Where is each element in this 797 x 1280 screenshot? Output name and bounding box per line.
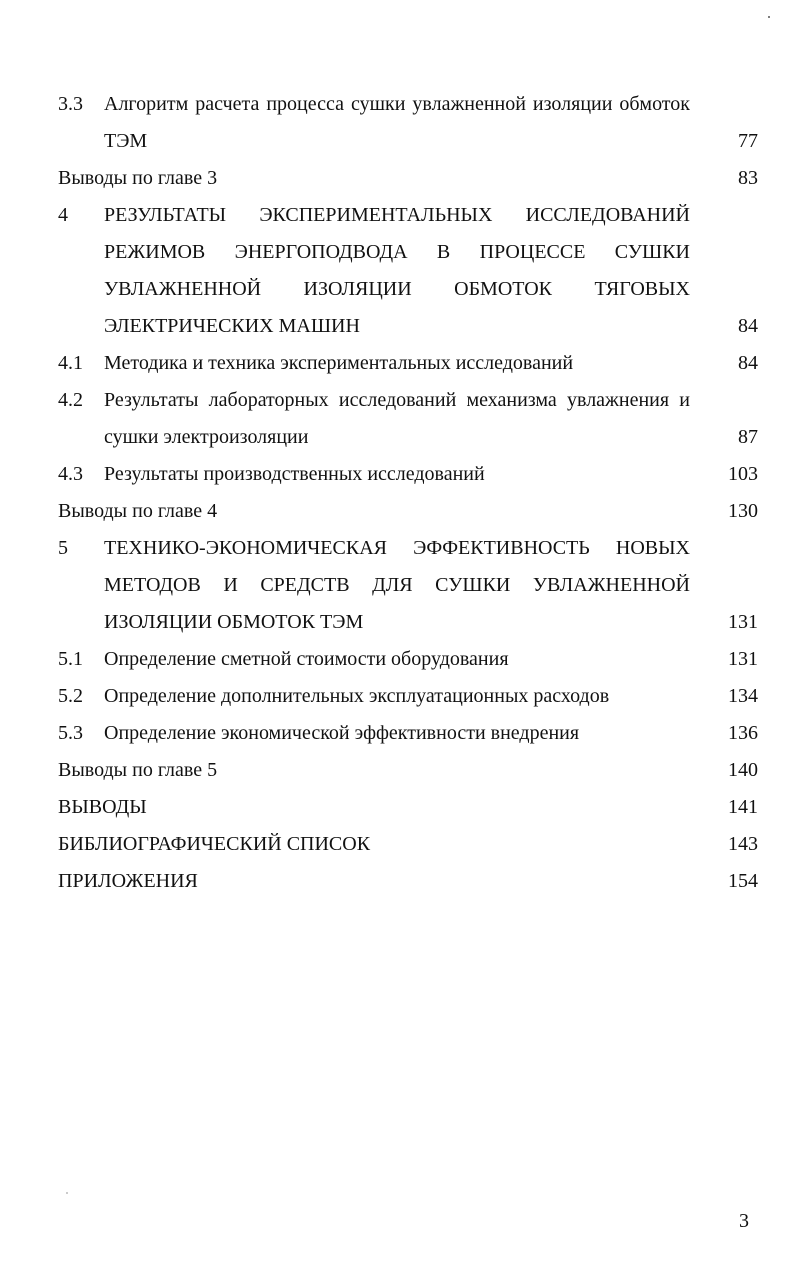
toc-entry-conclusions-5[interactable]	[58, 752, 758, 789]
toc-entry-5-3[interactable]	[58, 715, 758, 752]
toc-entry-chapter-4[interactable]	[58, 197, 758, 345]
toc-entry-title: Алгоритм расчета процесса сушки увлажненной изоляции обмоток ТЭМ	[104, 93, 690, 152]
toc-entry-title: Определение сметной стоимости оборудования	[104, 648, 509, 670]
toc-entry-body	[58, 493, 758, 530]
toc-entry-appendices[interactable]	[58, 863, 758, 900]
toc-entry-number: 3.3	[58, 93, 83, 115]
toc-entry-conclusions-4[interactable]	[58, 493, 758, 530]
toc-entry-title: Результаты лабораторных исследований механизма увлажнения и сушки электроизоляции	[104, 389, 690, 448]
toc-entry-page: 140	[728, 759, 758, 781]
toc-entry-page: 131	[728, 611, 758, 633]
toc-entry-body	[104, 345, 758, 382]
toc-entry-title: Результаты производственных исследований	[104, 463, 485, 485]
toc-entry-title: БИБЛИОГРАФИЧЕСКИЙ СПИСОК	[58, 833, 371, 855]
toc-entry-page: 87	[738, 426, 758, 448]
toc-entry-page: 84	[738, 352, 758, 374]
toc-entry-page: 77	[738, 130, 758, 152]
toc-entry-4-2[interactable]	[58, 382, 758, 456]
toc-entry-bibliography[interactable]	[58, 826, 758, 863]
toc-entry-body	[104, 382, 758, 456]
toc-entry-number: 4.3	[58, 463, 83, 485]
toc-entry-page: 131	[728, 648, 758, 670]
toc-entry-body	[104, 715, 758, 752]
toc-entry-number: 4.2	[58, 389, 83, 411]
toc-entry-number: 5.2	[58, 685, 83, 707]
table-of-contents	[58, 86, 758, 900]
scan-speck	[66, 1192, 68, 1194]
toc-entry-body	[58, 789, 758, 826]
toc-entry-number: 4	[58, 204, 68, 226]
toc-entry-page: 83	[738, 167, 758, 189]
toc-entry-page: 141	[728, 796, 758, 818]
toc-entry-page: 136	[728, 722, 758, 744]
toc-entry-body	[58, 863, 758, 900]
toc-entry-body	[104, 641, 758, 678]
toc-entry-body	[58, 826, 758, 863]
toc-entry-body	[58, 160, 758, 197]
toc-entry-page: 84	[738, 315, 758, 337]
toc-entry-page: 134	[728, 685, 758, 707]
toc-entry-number: 5.1	[58, 648, 83, 670]
toc-entry-number: 5	[58, 537, 68, 559]
toc-entry-title: Выводы по главе 4	[58, 500, 218, 522]
toc-entry-body	[104, 530, 758, 641]
scan-speck	[768, 16, 770, 18]
toc-entry-page: 103	[728, 463, 758, 485]
toc-entry-title: ПРИЛОЖЕНИЯ	[58, 870, 198, 892]
toc-entry-title: Выводы по главе 3	[58, 167, 218, 189]
page-number: 3	[739, 1210, 749, 1232]
toc-entry-4-1[interactable]	[58, 345, 758, 382]
toc-entry-title: Методика и техника экспериментальных исследований	[104, 352, 574, 374]
toc-entry-body	[104, 456, 758, 493]
toc-entry-title: Определение дополнительных эксплуатационных расходов	[104, 685, 610, 707]
toc-entry-title: РЕЗУЛЬТАТЫ ЭКСПЕРИМЕНТАЛЬНЫХ ИССЛЕДОВАНИЙ РЕЖИМОВ ЭНЕРГОПОДВОДА В ПРОЦЕССЕ СУШКИ УВЛАЖНЕННОЙ ИЗОЛЯЦИИ ОБМОТОК ТЯГОВЫХ ЭЛЕКТРИЧЕСКИХ МАШИН	[104, 204, 690, 337]
toc-entry-page: 154	[728, 870, 758, 892]
toc-entry-4-3[interactable]	[58, 456, 758, 493]
toc-entry-body	[104, 197, 758, 345]
toc-entry-conclusions-3[interactable]	[58, 160, 758, 197]
toc-entry-title: ВЫВОДЫ	[58, 796, 147, 818]
toc-entry-body	[104, 86, 758, 160]
toc-entry-5-1[interactable]	[58, 641, 758, 678]
toc-entry-5-2[interactable]	[58, 678, 758, 715]
toc-entry-title: Выводы по главе 5	[58, 759, 218, 781]
toc-entry-page: 130	[728, 500, 758, 522]
toc-entry-3-3[interactable]	[58, 86, 758, 160]
toc-entry-number: 5.3	[58, 722, 83, 744]
toc-entry-body	[58, 752, 758, 789]
toc-entry-title: ТЕХНИКО-ЭКОНОМИЧЕСКАЯ ЭФФЕКТИВНОСТЬ НОВЫХ МЕТОДОВ И СРЕДСТВ ДЛЯ СУШКИ УВЛАЖНЕННОЙ ИЗОЛЯЦИИ ОБМОТОК ТЭМ	[104, 537, 690, 633]
toc-entry-page: 143	[728, 833, 758, 855]
toc-entry-body	[104, 678, 758, 715]
toc-entry-conclusions[interactable]	[58, 789, 758, 826]
toc-entry-chapter-5[interactable]	[58, 530, 758, 641]
toc-entry-number: 4.1	[58, 352, 83, 374]
toc-entry-title: Определение экономической эффективности внедрения	[104, 722, 580, 744]
